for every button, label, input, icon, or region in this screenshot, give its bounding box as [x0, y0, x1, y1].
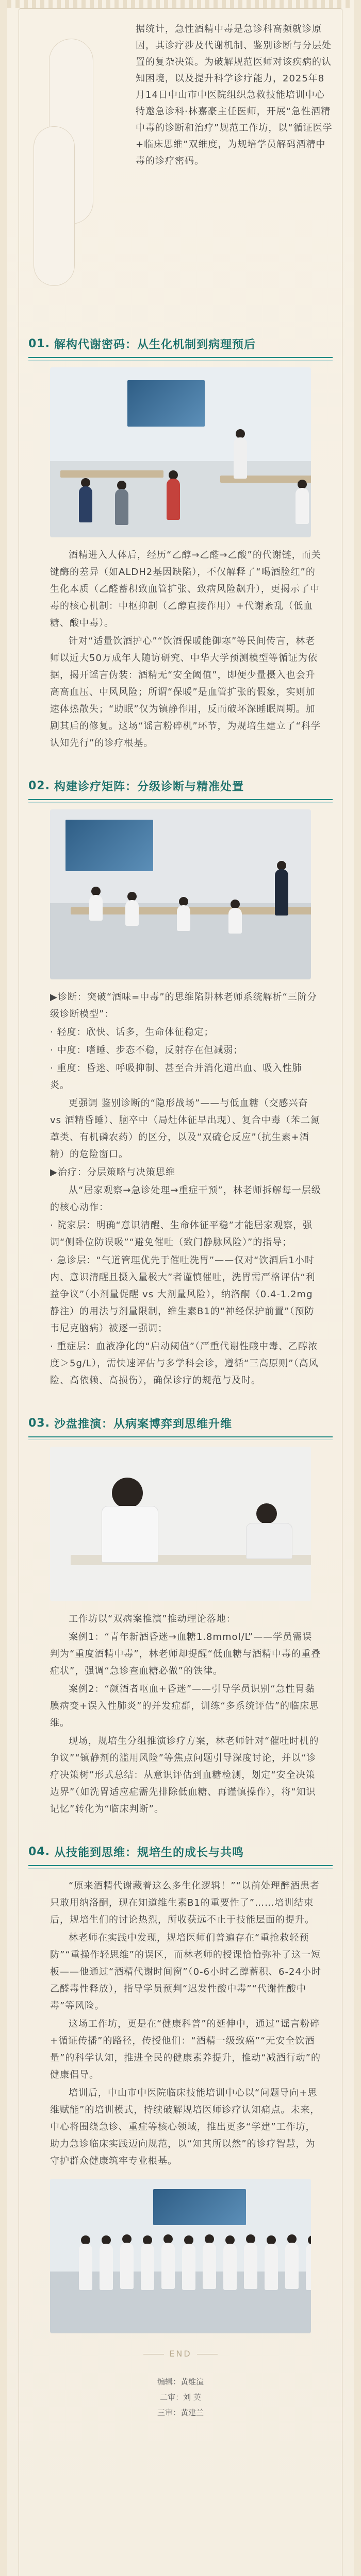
top-decoration — [7, 0, 354, 8]
section-body — [19, 979, 342, 1389]
paragraph: ▶诊断：突破“酒味=中毒”的思维陷阱林老师系统解析“三阶分级诊断模型”： — [50, 992, 317, 1020]
section-header — [28, 772, 333, 800]
section-header — [28, 1410, 333, 1437]
intro-decoration — [28, 18, 126, 317]
paragraph: · 重度：昏迷、呼吸抑制、甚至合并消化道出血、吸入性肺炎。 — [50, 1063, 302, 1091]
paragraph: 案例2：“颜酒者呕血+昏迷”——引导学员识别“急性胃黏膜病变+误入性肺炎”的并发症群，训练“多系统评估”的临床思维。 — [50, 1684, 320, 1728]
paragraph: ▶治疗：分层策略与决策思维 — [50, 1167, 175, 1178]
paragraph: 案例1：“青年新酒昏迷→血糖1.8mmol/L”——学员需误判为“重度酒精中毒”，林老师却提醒“低血糖与酒精中毒的重叠症状”，强调“急诊查血糖必做”的铁律。 — [50, 1632, 321, 1676]
paragraph: 更强调 鉴别诊断的“隐形战场”——与低血糖（交感兴奋 vs 酒精昏睡）、脑卒中（局灶体征早出现）、复合中毒（苯二氮䓬类、有机磷农药）的区分，以及“双硫仑反应”（抗生素+酒精）的危险窗口。 — [50, 1098, 320, 1160]
paragraph: 从“居家观察→急诊处理→重症干预”，林老师拆解每一层级的核心动作： — [50, 1185, 321, 1213]
section-number: 02. — [28, 779, 50, 792]
section-title: 从技能到思维：规培生的成长与共鸣 — [54, 1846, 244, 1859]
editor-credit: 编辑：黄维渲 — [157, 2377, 204, 2386]
training-photo — [50, 367, 311, 537]
section-body — [19, 1601, 342, 1818]
section-title: 解构代谢密码：从生化机制到病理预后 — [54, 338, 256, 351]
intro-text: 据统计，急性酒精中毒是急诊科高频就诊原因，其诊疗涉及代谢机制、鉴别诊断与分层处置的复杂决策。为破解规范医师对该疾病的认知困境，以及提升科学诊疗能力，2025年8月14日中山市中医院组织急救技能培训中心特邀急诊科·林嘉豪主任医师，开展“急性酒精中毒的诊断和治疗”规范工作坊，以“循证医学+临床思维”双维度，为规培学员解码酒精中毒的诊疗密码。 — [136, 24, 333, 166]
section-number: 01. — [28, 337, 50, 350]
group-photo — [50, 2179, 311, 2333]
paragraph: · 中度：嗜睡、步态不稳，反射存在但减弱； — [50, 1045, 243, 1056]
paragraph: 工作坊以“双病案推演”推动理论落地： — [69, 1614, 236, 1624]
paragraph: 这场工作坊，更是在“健康科普”的延伸中，通过“谣言粉碎+循证传播”的路径，传授他们：“酒精一级致癌”“无安全饮酒量”的科学认知，推进全民的健康素养提升，推动“减酒行动”的健康倡导。 — [50, 2019, 321, 2080]
paragraph: “原来酒精代谢藏着这么多生化逻辑！”“以前处理醉酒患者只敢用纳洛酮，现在知道维生素B1的重要性了”……培训结束后，规培生们的讨论热烈，所收获远不止于技能层面的提升。 — [50, 1880, 320, 1925]
paragraph: · 院家层：明确“意识清醒、生命体征平稳”才能居家观察，强调“侧卧位防误吸”“避免催吐（致门静脉风险）”的指导； — [50, 1220, 313, 1248]
section-number: 03. — [28, 1416, 50, 1430]
section-title: 沙盘推演：从病案博弈到思维升维 — [54, 1417, 232, 1431]
paragraph: 现场，规培生分组推演诊疗方案，林老师针对“催吐时机的争议”“镇静剂的滥用风险”等焦点问题引导深度讨论，并以“诊疗决策树”形式总结：从意识评估到血糖检测，划定“安全决策边界”（如洗胃适应症需先排除低血糖、再谨慎操作），将“知识记忆”转化为“临床判断”。 — [50, 1736, 319, 1815]
article-frame — [19, 8, 342, 2576]
training-photo — [50, 809, 311, 979]
end-label: END — [169, 2349, 192, 2359]
training-photo — [50, 1447, 311, 1601]
decorative-pill — [34, 126, 75, 286]
paragraph: 培训后，中山市中医院临床技能培训中心以“问题导向+思维赋能”的培训模式，持续破解规培医师诊疗认知痛点。未来，中心将围绕急诊、重症等核心领域，推出更多“学建”工作坊，助力急诊临床实践迈向规范，以“知其所以然”的诊疗智慧，为守护群众健康筑牢专业根基。 — [50, 2088, 320, 2166]
paragraph: 针对“适量饮酒护心”“饮酒保暖能御寒”等民间传言，林老师以近大50万成年人随访研究、中华大学预测模型等循证为依据，揭开谣言伪装：酒精无“安全阈值”，即便少量摄入也会升高高血压、中风风险；所谓“保暖”是血管扩张的假象，实则加速体热散失；“助眠”仅为镇静作用，反而破坏深睡眠周期。加剧其后的修复。这场“谣言粉碎机”环节，为规培生建立了“科学认知先行”的诊疗根基。 — [50, 636, 321, 749]
paragraph: · 重症层：血液净化的“启动阈值”（严重代谢性酸中毒、乙醇浓度＞5g/L），需快速评估与多学科会诊，遵循“三高原则”（高风险、高依赖、高损伤），确保诊疗的规范与及时。 — [50, 1341, 319, 1386]
section-body — [19, 1875, 342, 2170]
credits-block — [19, 2374, 342, 2420]
section-header — [28, 330, 333, 358]
section-body — [19, 537, 342, 752]
intro-block — [19, 13, 342, 322]
third-review-credit: 三审：黄建兰 — [157, 2408, 204, 2417]
section-title: 构建诊疗矩阵：分级诊断与精准处置 — [54, 780, 244, 793]
section-number: 04. — [28, 1845, 50, 1858]
end-marker — [19, 2349, 342, 2359]
second-review-credit: 二审：刘 英 — [160, 2393, 201, 2402]
paragraph: · 急诊层：“气道管理优先于催吐洗胃”——仅对“饮酒后1小时内、意识清醒且摄入量极大”者谨慎催吐，洗胃需严格评估“利益争议”（小剂量促醒 vs 大剂量风险），纳洛酮（0.4-1.2mg静注）的用法与剂量限制，维生素B1的“神经保护前置”（预防韦尼克脑病）被逐一强调； — [50, 1255, 316, 1334]
paragraph: 酒精进入人体后，经历“乙醇→乙醛→乙酸”的代谢链，而关键酶的差异（如ALDH2基因缺陷），不仅解释了“喝酒脸红”的生化本质（乙醛蓄积致血管扩张、致病风险飙升），更揭示了中毒的核心机制：中枢抑制（乙醇直接作用）+代谢紊乱（低血糖、酸中毒）。 — [50, 550, 321, 629]
paragraph: · 轻度：欣快、话多，生命体征稳定； — [50, 1027, 214, 1038]
paragraph: 林老师在实践中发现，规培医师们普遍存在“重抢救轻预防”“重操作轻思维”的误区，而林老师的授课恰恰弥补了这一短板——他通过“酒精代谢时间窗”（0-6小时乙醇蓄积、6-24小时乙醛毒性释放），指导学员预判“迟发性酸中毒”“代谢性酸中毒”等风险。 — [50, 1933, 321, 2011]
section-header — [28, 1838, 333, 1866]
